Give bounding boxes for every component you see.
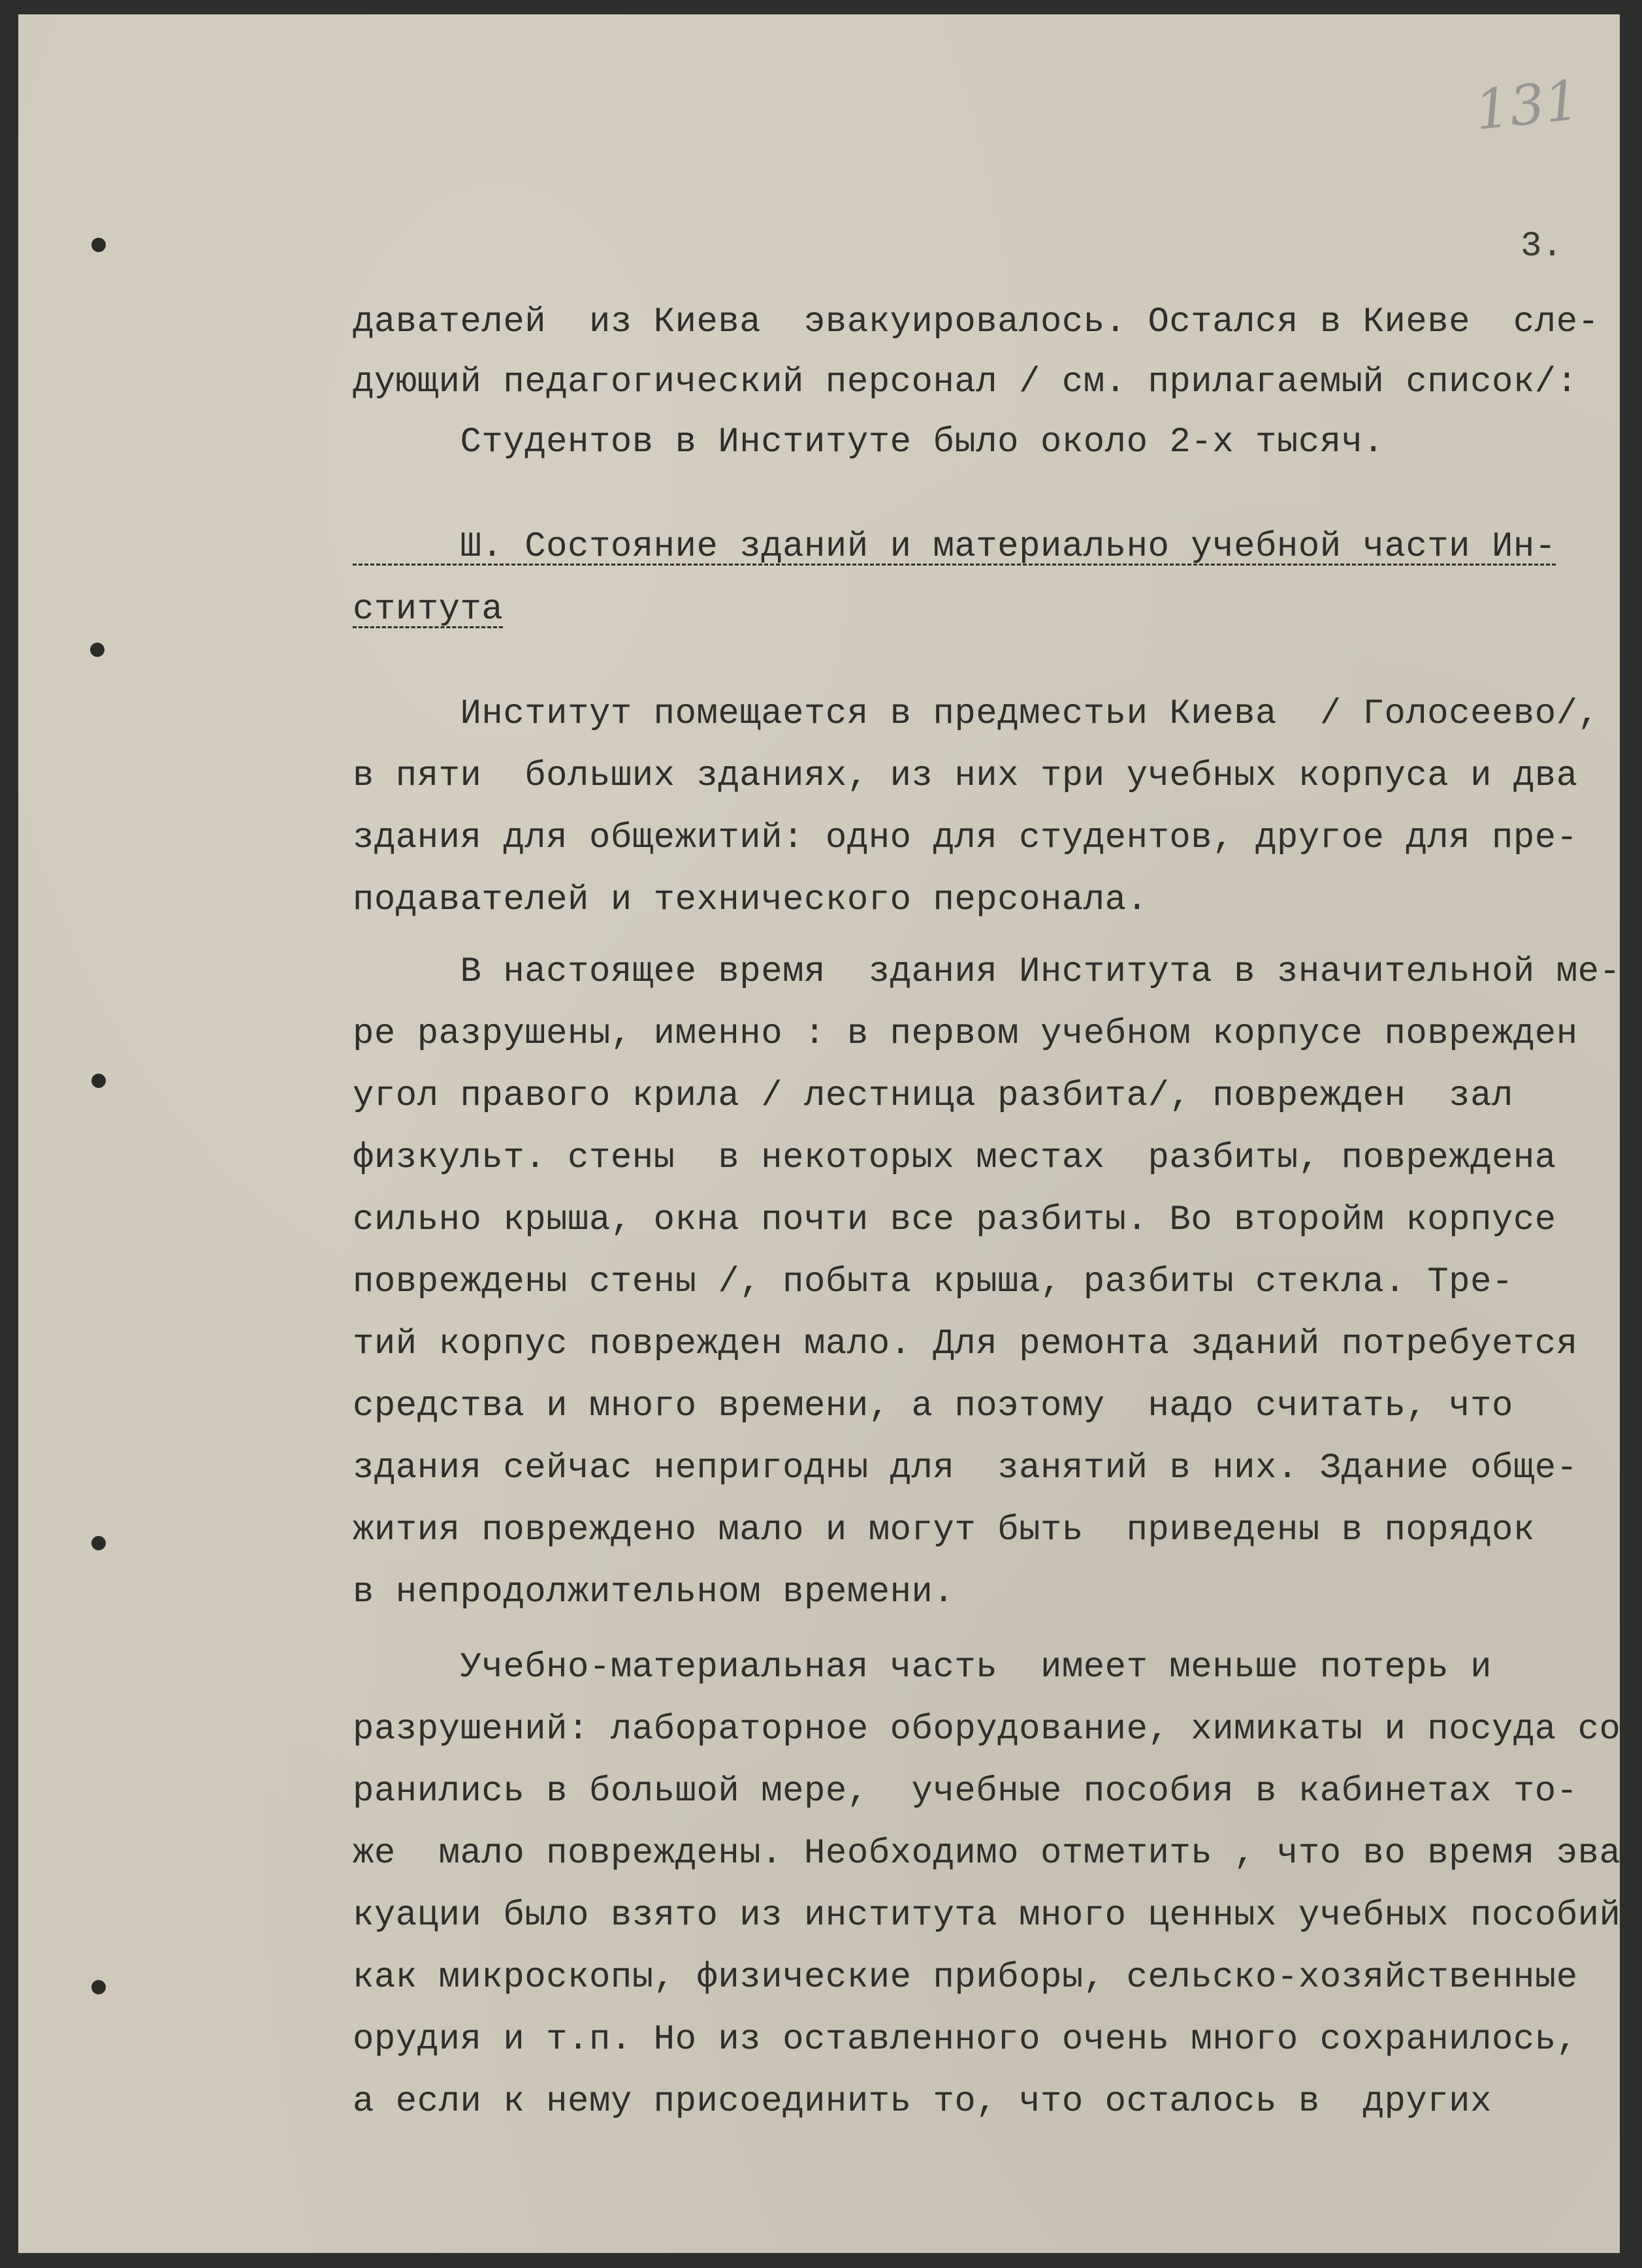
text-line: же мало повреждены. Необходимо отметить , что во время эва- (353, 1834, 1642, 1874)
text-line: разрушений: лабораторное оборудование, химикаты и посуда со- (353, 1710, 1642, 1749)
page-number: 3. (1521, 227, 1563, 266)
text-line: ранились в большой мере, учебные пособия в кабинетах то- (353, 1772, 1578, 1812)
text-line: в пяти больших зданиях, из них три учебных корпуса и два (353, 756, 1578, 796)
text-line: тий корпус поврежден мало. Для ремонта зданий потребуется (353, 1324, 1578, 1364)
text-line: ре разрушены, именно : в первом учебном корпусе поврежден (353, 1014, 1578, 1054)
text-line: Институт помещается в предместьи Киева / Голосеево/, (353, 694, 1600, 734)
text-line: в непродолжительном времени. (353, 1573, 955, 1612)
text-line: жития повреждено мало и могут быть приведены в порядок (353, 1510, 1535, 1550)
text-line: давателей из Киева эвакуировалось. Остался в Киеве сле- (353, 302, 1600, 342)
text-line: Студентов в Институте было около 2-х тысяч. (353, 423, 1385, 462)
text-line: как микроскопы, физические приборы, сельско-хозяйственные (353, 1958, 1578, 1998)
section-heading: Ш. Состояние зданий и материально учебной части Ин- (353, 527, 1556, 567)
document-page (18, 14, 1642, 2253)
punch-hole (90, 643, 105, 657)
text-line: здания для общежитий: одно для студентов, другое для пре- (353, 818, 1578, 858)
text-line: подавателей и технического персонала. (353, 880, 1148, 920)
text-line: а если к нему присоединить то, что осталось в других (353, 2082, 1492, 2122)
text-line: дующий педагогический персонал / см. прилагаемый список/: (353, 362, 1578, 402)
typed-text-block (353, 302, 1642, 2196)
punch-hole (91, 1536, 106, 1550)
punch-hole (91, 1074, 106, 1088)
text-line: угол правого крила / лестница разбита/, поврежден зал (353, 1076, 1513, 1116)
section-heading-continued: ститута (353, 590, 504, 630)
text-line: орудия и т.п. Но из оставленного очень много сохранилось, (353, 2020, 1578, 2060)
text-line: В настоящее время здания Института в значительной ме- (353, 952, 1621, 992)
punch-hole (91, 238, 106, 252)
text-line: Учебно-материальная часть имеет меньше потерь и (353, 1648, 1492, 1687)
text-line: сильно крыша, окна почти все разбиты. Во второйм корпусе (353, 1200, 1556, 1240)
text-line: здания сейчас непригодны для занятий в них. Здание обще- (353, 1448, 1578, 1488)
text-line: средства и много времени, а поэтому надо считать, что (353, 1386, 1513, 1426)
punch-hole (91, 1980, 106, 1994)
text-line: физкульт. стены в некоторых местах разбиты, повреждена (353, 1138, 1556, 1178)
text-line: куации было взято из института много ценных учебных пособий, (353, 1896, 1642, 1936)
archive-page-number: 131 (1472, 67, 1583, 143)
text-line: повреждены стены /, побыта крыша, разбиты стекла. Тре- (353, 1262, 1513, 1302)
